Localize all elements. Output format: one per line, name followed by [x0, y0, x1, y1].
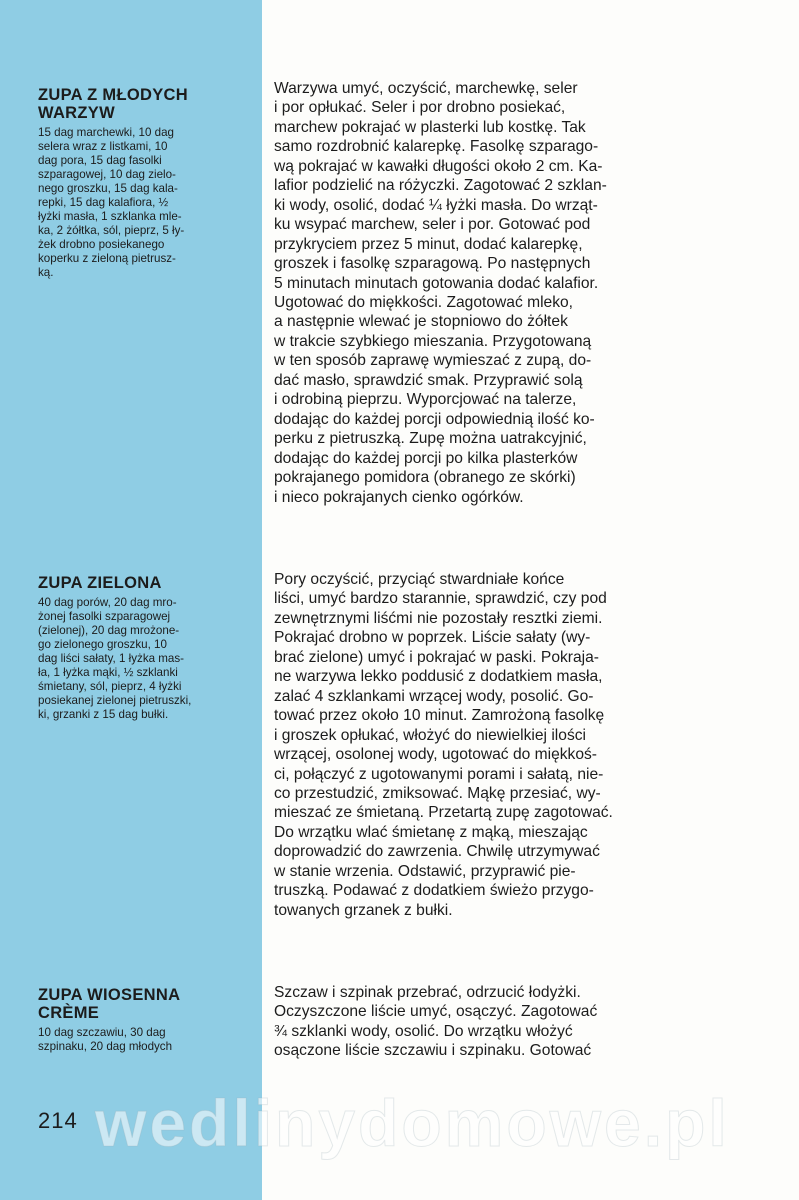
recipe-3-ingredients: 10 dag szczawiu, 30 dag szpinaku, 20 dag młodych	[38, 1026, 173, 1053]
page-number: 214	[38, 1108, 78, 1133]
recipe-2-instructions: Pory oczyścić, przyciąć stwardniałe końce liści, umyć bardzo starannie, sprawdzić, czy pod zewnętrznymi liśćmi nie pozostały resztki ziemi. Pokrajać drobno w poprzek. Liście sałaty (wy- brać zielone) umyć i pokrajać w paski. Pokraja- ne warzywa lekko poddusić z dodatkiem masła, zalać 4 szklankami wrzącej wody, posolić. Go- tować przez około 10 minut. Zamrożoną fasolkę i groszek opłukać, włożyć do niewielkiej ilości wrzącej, osolonej wody, ugotować do miękkoś- ci, połączyć z ugotowanymi porami i sałatą, nie- co przestudzić, zmiksować. Mąkę przesiać, wy- mieszać ze śmietaną. Przetartą zupę zagotować. Do wrzątku wlać śmietanę z mąką, mieszając doprowadzić do zawrzenia. Chwilę utrzymywać w stanie wrzenia. Odstawić, przyprawić pie- truszką. Podawać z dodatkiem świeżo przygo- towanych grzanek z bułki.	[274, 571, 613, 919]
recipe-2-sidebar	[38, 574, 238, 722]
watermark: wedlinydomowe.pl	[95, 1086, 730, 1160]
recipe-3-title: ZUPA WIOSENNA CRÈME	[38, 986, 181, 1022]
recipe-2-ingredients: 40 dag porów, 20 dag mro- żonej fasolki szparagowej (zielonej), 20 dag mrożone- go zielonego groszku, 10 dag liści sałaty, 1 łyżka mas- ła, 1 łyżka mąki, ½ szklanki śmietany, sól, pieprz, 4 łyżki posiekanej zielonej pietruszki, ki, grzanki z 15 dag bułki.	[38, 596, 192, 721]
recipe-3-instructions: Szczaw i szpinak przebrać, odrzucić łodyżki. Oczyszczone liście umyć, osączyć. Zagotować ¾ szklanki wody, osolić. Do wrzątku włożyć osączone liście szczawiu i szpinaku. Gotować	[274, 984, 598, 1060]
recipe-1-ingredients: 15 dag marchewki, 10 dag selera wraz z listkami, 10 dag pora, 15 dag fasolki szparagowej, 10 dag zielo- nego groszku, 15 dag kala- repki, 15 dag kalafiora, ½ łyżki masła, 1 szklanka mle- ka, 2 żółtka, sól, pieprz, 5 ły- żek drobno posiekanego koperku z zieloną pietrusz- ką.	[38, 126, 185, 279]
recipe-1-instructions: Warzywa umyć, oczyścić, marchewkę, seler i por opłukać. Seler i por drobno posiekać, marchew pokrajać w plasterki lub kostkę. Tak samo rozdrobnić kalarepkę. Fasolkę szparago- wą pokrajać w kawałki długości około 2 cm. Ka- lafior podzielić na różyczki. Zagotować 2 szklan- ki wody, osolić, dodać ¼ łyżki masła. Do wrząt- ku wsypać marchew, seler i por. Gotować pod przykryciem przez 5 minut, dodać kalarepkę, groszek i fasolkę szparagową. Po następnych 5 minutach minutach gotowania dodać kalafior. Ugotować do miękkości. Zagotować mleko, a następnie wlewać je stopniowo do żółtek w trakcie szybkiego mieszania. Przygotowaną w ten sposób zaprawę wymieszać z zupą, do- dać masło, sprawdzić smak. Przyprawić solą i odrobiną pieprzu. Wyporcjować na talerze, dodając do każdej porcji odpowiednią ilość ko- perku z pietruszką. Zupę można uatrakcyjnić, dodając do każdej porcji po kilka plasterków pokrajanego pomidora (obranego ze skórki) i nieco pokrajanych cienko ogórków.	[274, 80, 607, 506]
recipe-1-title: ZUPA Z MŁODYCH WARZYW	[38, 86, 188, 122]
recipe-2-title: ZUPA ZIELONA	[38, 574, 162, 592]
recipe-3-sidebar	[38, 986, 238, 1054]
recipe-1-sidebar	[38, 86, 238, 280]
